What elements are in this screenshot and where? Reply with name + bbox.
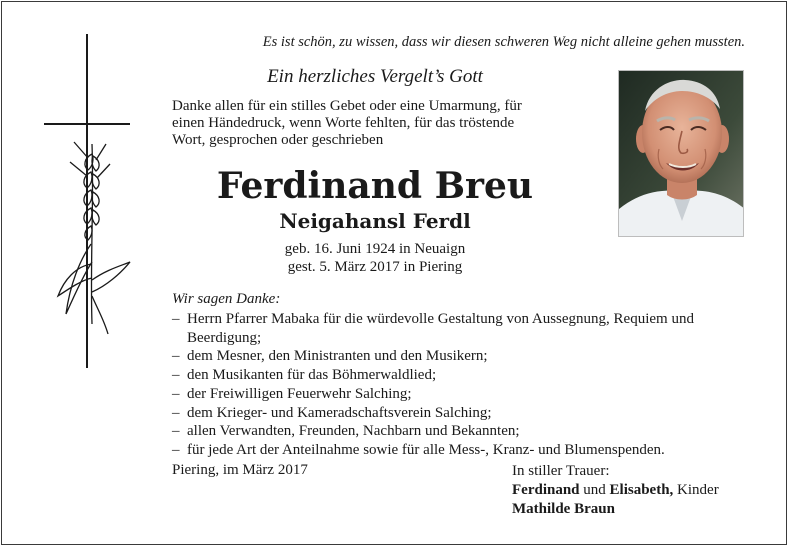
thanks-list xyxy=(172,310,747,460)
conjunction: und xyxy=(583,482,606,498)
life-dates xyxy=(172,240,578,276)
dash-bullet: – xyxy=(172,441,180,458)
thanks-line: Wort, gesprochen oder geschrieben xyxy=(172,132,384,148)
thanks-list-heading: Wir sagen Danke: xyxy=(172,291,281,307)
deceased-name: Ferdinand Breu xyxy=(216,165,534,207)
list-item-text: dem Krieger- und Kameradschaftsverein Salching; xyxy=(187,404,492,421)
list-item xyxy=(172,422,747,441)
dash-bullet: – xyxy=(172,367,180,384)
list-item-text: Herrn Pfarrer Mabaka für die würdevolle Gestaltung von Aussegnung, Requiem und Beerdigung; xyxy=(187,311,694,346)
opening-quote: Es ist schön, zu wissen, dass wir diesen schweren Weg nicht alleine gehen mussten. xyxy=(262,34,745,50)
mourners-line xyxy=(512,481,752,500)
thanks-paragraph xyxy=(172,98,592,149)
birth-line: geb. 16. Juni 1924 in Neuaign xyxy=(284,241,466,257)
list-item xyxy=(172,385,747,404)
mourner-name: Ferdinand xyxy=(512,482,580,498)
thanks-heading: Ein herzliches Vergelt’s Gott xyxy=(267,66,483,87)
list-item xyxy=(172,347,747,366)
thanks-line: einen Händedruck, wenn Worte fehlten, für das tröstende xyxy=(172,115,515,131)
dash-bullet: – xyxy=(172,404,180,421)
list-item-text: allen Verwandten, Freunden, Nachbarn und Bekannten; xyxy=(187,423,520,440)
list-item xyxy=(172,366,747,385)
list-item xyxy=(172,310,747,347)
list-item xyxy=(172,441,747,460)
deceased-nickname: Neigahansl Ferdl xyxy=(279,209,471,233)
relation: Kinder xyxy=(677,482,719,498)
cross-with-wheat-icon xyxy=(40,34,140,374)
mourner-name: Elisabeth, xyxy=(609,482,674,498)
list-item-text: der Freiwilligen Feuerwehr Salching; xyxy=(187,385,412,402)
mourner-name: Mathilde Braun xyxy=(512,501,615,517)
dash-bullet: – xyxy=(172,423,180,440)
dash-bullet: – xyxy=(172,348,180,365)
death-line: gest. 5. März 2017 in Piering xyxy=(287,259,463,275)
mourners-heading: In stiller Trauer: xyxy=(512,463,610,479)
mourners-block xyxy=(512,462,752,519)
list-item xyxy=(172,404,747,423)
thanks-line: Danke allen für ein stilles Gebet oder eine Umarmung, für xyxy=(172,98,522,114)
dash-bullet: – xyxy=(172,385,180,402)
list-item-text: den Musikanten für das Böhmerwaldlied; xyxy=(187,367,437,384)
mourners-line xyxy=(512,500,752,519)
portrait-photo xyxy=(618,70,744,237)
list-item-text: für jede Art der Anteilnahme sowie für alle Mess-, Kranz- und Blumenspenden. xyxy=(187,441,665,458)
list-item-text: dem Mesner, den Ministranten und den Musikern; xyxy=(187,348,488,365)
place-date: Piering, im März 2017 xyxy=(172,462,308,478)
dash-bullet: – xyxy=(172,311,180,327)
